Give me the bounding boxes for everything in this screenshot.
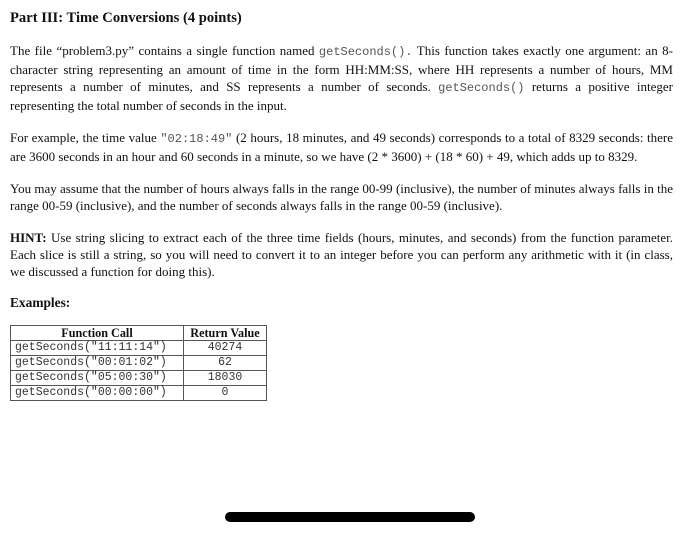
section-title: Part III: Time Conversions (4 points) <box>10 10 242 26</box>
return-value-cell: 18030 <box>184 371 267 386</box>
table-row <box>11 356 267 371</box>
example-text-2: (2 hours, 18 minutes, and 49 seconds) corresponds to a total of 8329 seconds: there are 3600 seconds in an hour and 60 seconds in a minute, so we have (2 * 3600) + (18 * 60) + 49, which adds up to 8329. <box>10 130 673 164</box>
hint-label: HINT: <box>10 230 47 245</box>
paragraph-intro <box>10 42 673 114</box>
intro-text-2: This function takes exactly one argument: an 8-character string representing an amount of time in the form HH:MM:SS, where HH represents a number of hours, MM represents a number of minutes, and SS represents a number of seconds. <box>10 43 673 94</box>
return-value-cell: 40274 <box>184 341 267 356</box>
paragraph-example <box>10 129 673 165</box>
table-row <box>11 371 267 386</box>
intro-text-3: returns a positive integer representing the total number of seconds in the input. <box>10 79 673 113</box>
function-call-cell: getSeconds("00:01:02") <box>11 356 184 371</box>
code-get-seconds: getSeconds(). <box>318 45 413 59</box>
code-time-value: "02:18:49" <box>160 132 233 146</box>
example-text-1: For example, the time value <box>10 130 161 145</box>
intro-text-1: The file “problem3.py” contains a single function named <box>10 43 319 58</box>
examples-table <box>10 325 267 401</box>
examples-heading: Examples: <box>10 295 71 310</box>
table-header-row <box>11 326 267 341</box>
paragraph-hint <box>10 229 673 280</box>
home-indicator-bar[interactable] <box>225 512 475 522</box>
hint-text: Use string slicing to extract each of the three time fields (hours, minutes, and seconds) from the function parameter. Each slice is still a string, so you will need to convert it to an integer before you can perform any arithmetic with it (in class, we discussed a function for doing this). <box>10 230 673 279</box>
return-value-cell: 0 <box>184 386 267 401</box>
function-call-cell: getSeconds("11:11:14") <box>11 341 184 356</box>
document-page <box>10 8 673 401</box>
function-call-cell: getSeconds("05:00:30") <box>11 371 184 386</box>
table-row <box>11 341 267 356</box>
table-row <box>11 386 267 401</box>
code-get-seconds-2: getSeconds() <box>438 81 525 95</box>
header-function-call: Function Call <box>11 326 184 341</box>
return-value-cell: 62 <box>184 356 267 371</box>
function-call-cell: getSeconds("00:00:00") <box>11 386 184 401</box>
paragraph-assumptions: You may assume that the number of hours always falls in the range 00-99 (inclusive), the number of minutes always falls in the range 00-59 (inclusive), and the number of seconds always falls in the range 00-59 (inclusive). <box>10 181 673 213</box>
header-return-value: Return Value <box>184 326 267 341</box>
